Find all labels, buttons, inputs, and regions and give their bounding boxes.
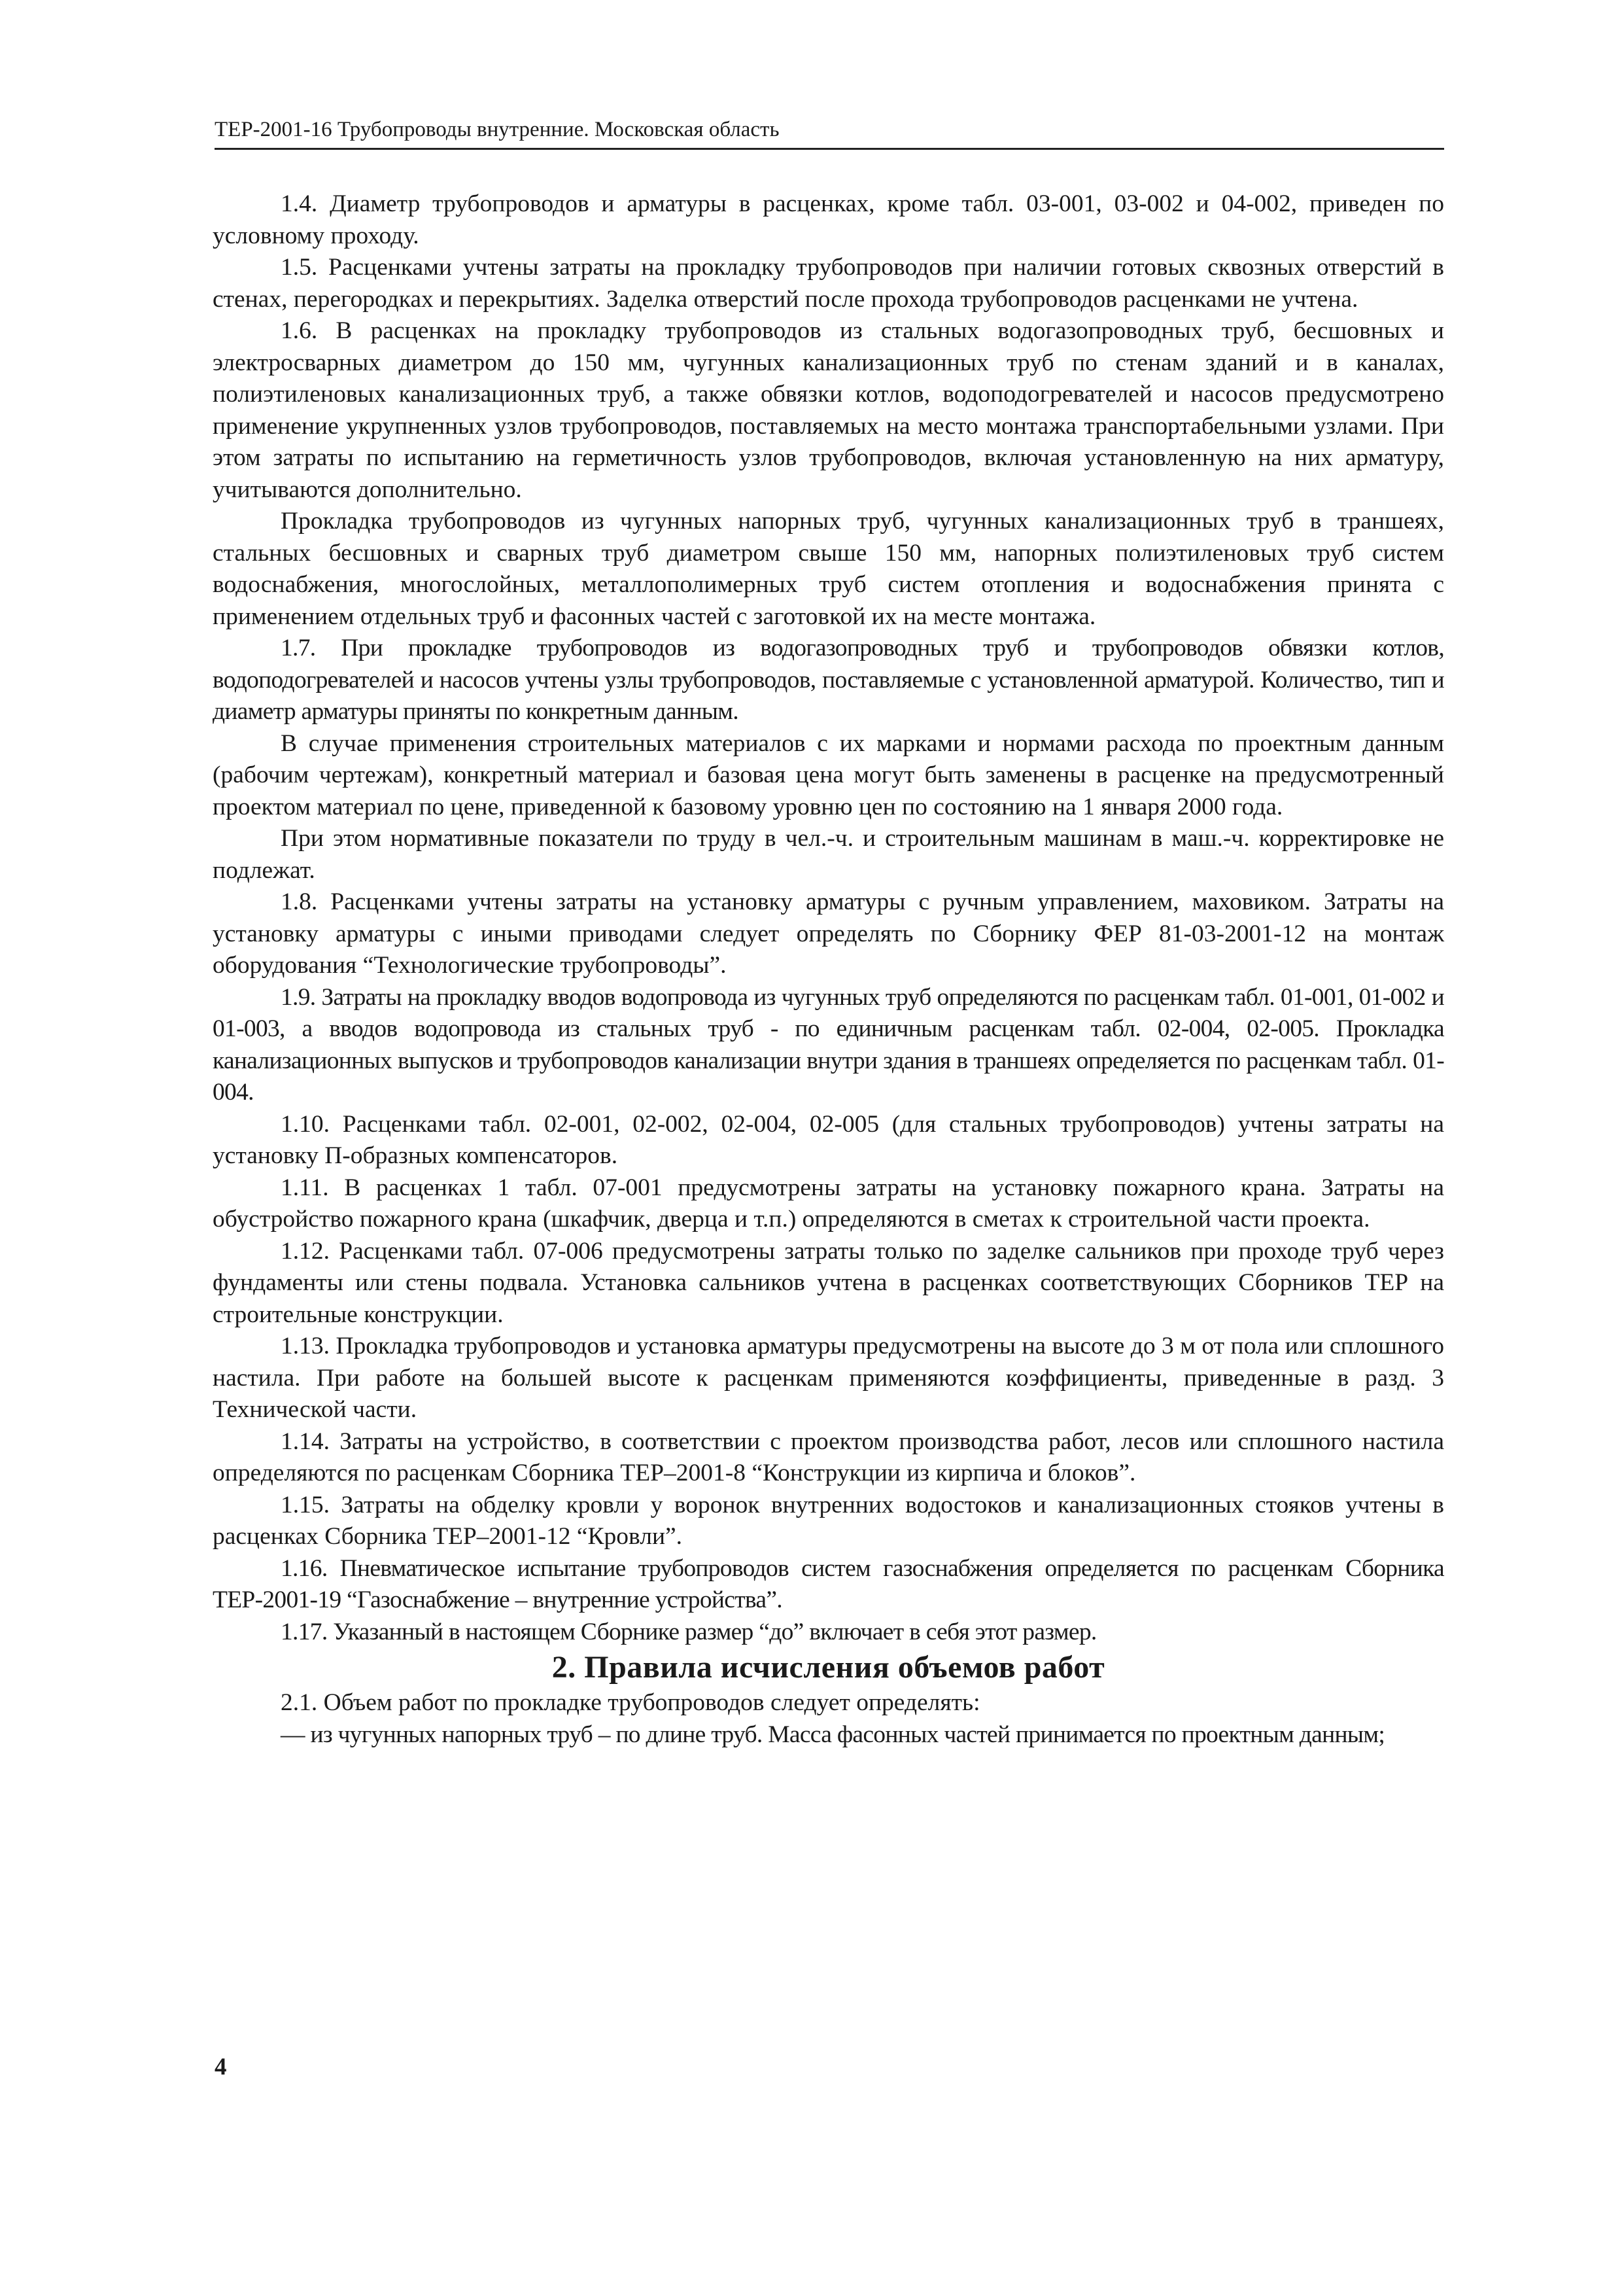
paragraph-1-15: 1.15. Затраты на обделку кровли у воронок внутренних водостоков и канализационных стояков учтены в расценках Сборника ТЕР–2001-12 “Кровли”. xyxy=(213,1491,1444,1550)
page-number: 4 xyxy=(215,2054,227,2080)
paragraph-1-6-continued: Прокладка трубопроводов из чугунных напорных труб, чугунных канализационных труб в траншеях, стальных бесшовных и сварных труб диаметром свыше 150 мм, напорных полиэтиленовых труб систем водоснабжения, многослойных, металлополимерных труб систем отопления и водоснабжения принята с применением отдельных труб и фасонных частей с заготовкой их на месте монтажа. xyxy=(213,508,1444,630)
document-body xyxy=(213,188,1444,1751)
paragraph-1-8: 1.8. Расценками учтены затраты на установку арматуры с ручным управлением, маховиком. Затраты на установку арматуры с иными приводами следует определять по Сборнику ФЕР 81-03-2001-12 на монтаж оборудования “Технологические трубопроводы”. xyxy=(213,888,1444,979)
running-header: ТЕР-2001-16 Трубопроводы внутренние. Московская область xyxy=(215,116,1444,150)
paragraph-1-7-materials: В случае применения строительных материалов с их марками и нормами расхода по проектным данным (рабочим чертежам), конкретный материал и базовая цена могут быть заменены в расценке на предусмотренный проектом материал по цене, приведенной к базовому уровню цен по состоянию на 1 января 2000 года. xyxy=(213,729,1444,820)
paragraph-1-17: 1.17. Указанный в настоящем Сборнике размер “до” включает в себя этот размер. xyxy=(281,1618,1097,1645)
paragraph-2-1: 2.1. Объем работ по прокладке трубопроводов следует определять: xyxy=(281,1689,980,1716)
paragraph-1-4: 1.4. Диаметр трубопроводов и арматуры в расценках, кроме табл. 03-001, 03-002 и 04-002, приведен по условному проходу. xyxy=(213,190,1444,249)
paragraph-1-12: 1.12. Расценками табл. 07-006 предусмотрены затраты только по заделке сальников при проходе труб через фундаменты или стены подвала. Установка сальников учтена в расценках соответствующих Сборников ТЕР на строительные конструкции. xyxy=(213,1237,1444,1328)
paragraph-1-7: 1.7. При прокладке трубопроводов из водогазопроводных труб и трубопроводов обвязки котлов, водоподогревателей и насосов учтены узлы трубопроводов, поставляемые с установленной арматурой. Количество, тип и диаметр арматуры приняты по конкретным данным. xyxy=(213,635,1444,725)
paragraph-1-6: 1.6. В расценках на прокладку трубопроводов из стальных водогазопроводных труб, бесшовных и электросварных диаметром до 150 мм, чугунных канализационных труб по стенам зданий и в каналах, полиэтиленовых канализационных труб, а также обвязки котлов, водоподогревателей и насосов предусмотрено применение укрупненных узлов трубопроводов, поставляемых на место монтажа транспортабельными узлами. При этом затраты по испытанию на герметичность узлов трубопроводов, включая установленную на них арматуру, учитываются дополнительно. xyxy=(213,317,1444,503)
paragraph-1-7-norms: При этом нормативные показатели по труду в чел.-ч. и строительным машинам в маш.-ч. корректировке не подлежат. xyxy=(213,825,1444,884)
section-title: 2. Правила исчисления объемов работ xyxy=(551,1650,1105,1685)
paragraph-1-11: 1.11. В расценках 1 табл. 07-001 предусмотрены затраты на установку пожарного крана. Затраты на обустройство пожарного крана (шкафчик, дверца и т.п.) определяются в сметах к строительной части проекта. xyxy=(213,1174,1444,1233)
paragraph-1-5: 1.5. Расценками учтены затраты на прокладку трубопроводов при наличии готовых сквозных отверстий в стенах, перегородках и перекрытиях. Заделка отверстий после прохода трубопроводов расценками не учтена. xyxy=(213,254,1444,313)
paragraph-1-13: 1.13. Прокладка трубопроводов и установка арматуры предусмотрены на высоте до 3 м от пола или сплошного настила. При работе на большей высоте к расценкам применяются коэффициенты, приведенные в разд. 3 Технической части. xyxy=(213,1333,1444,1423)
paragraph-1-10: 1.10. Расценками табл. 02-001, 02-002, 02-004, 02-005 (для стальных трубопроводов) учтены затраты на установку П-образных компенсаторов. xyxy=(213,1110,1444,1169)
paragraph-1-16: 1.16. Пневматическое испытание трубопроводов систем газоснабжения определяется по расценкам Сборника ТЕР-2001-19 “Газоснабжение – внутренние устройства”. xyxy=(213,1554,1444,1613)
paragraph-1-14: 1.14. Затраты на устройство, в соответствии с проектом производства работ, лесов или сплошного настила определяются по расценкам Сборника ТЕР–2001-8 “Конструкции из кирпича и блоков”. xyxy=(213,1428,1444,1486)
paragraph-2-1-item: — из чугунных напорных труб – по длине труб. Масса фасонных частей принимается по проектным данным; xyxy=(281,1721,1385,1748)
paragraph-1-9: 1.9. Затраты на прокладку вводов водопровода из чугунных труб определяются по расценкам табл. 01-001, 01-002 и 01-003, а вводов водопровода из стальных труб - по единичным расценкам табл. 02-004, 02-005. Прокладка канализационных выпусков и трубопроводов канализации внутри здания в траншеях определяется по расценкам табл. 01-004. xyxy=(213,983,1444,1106)
